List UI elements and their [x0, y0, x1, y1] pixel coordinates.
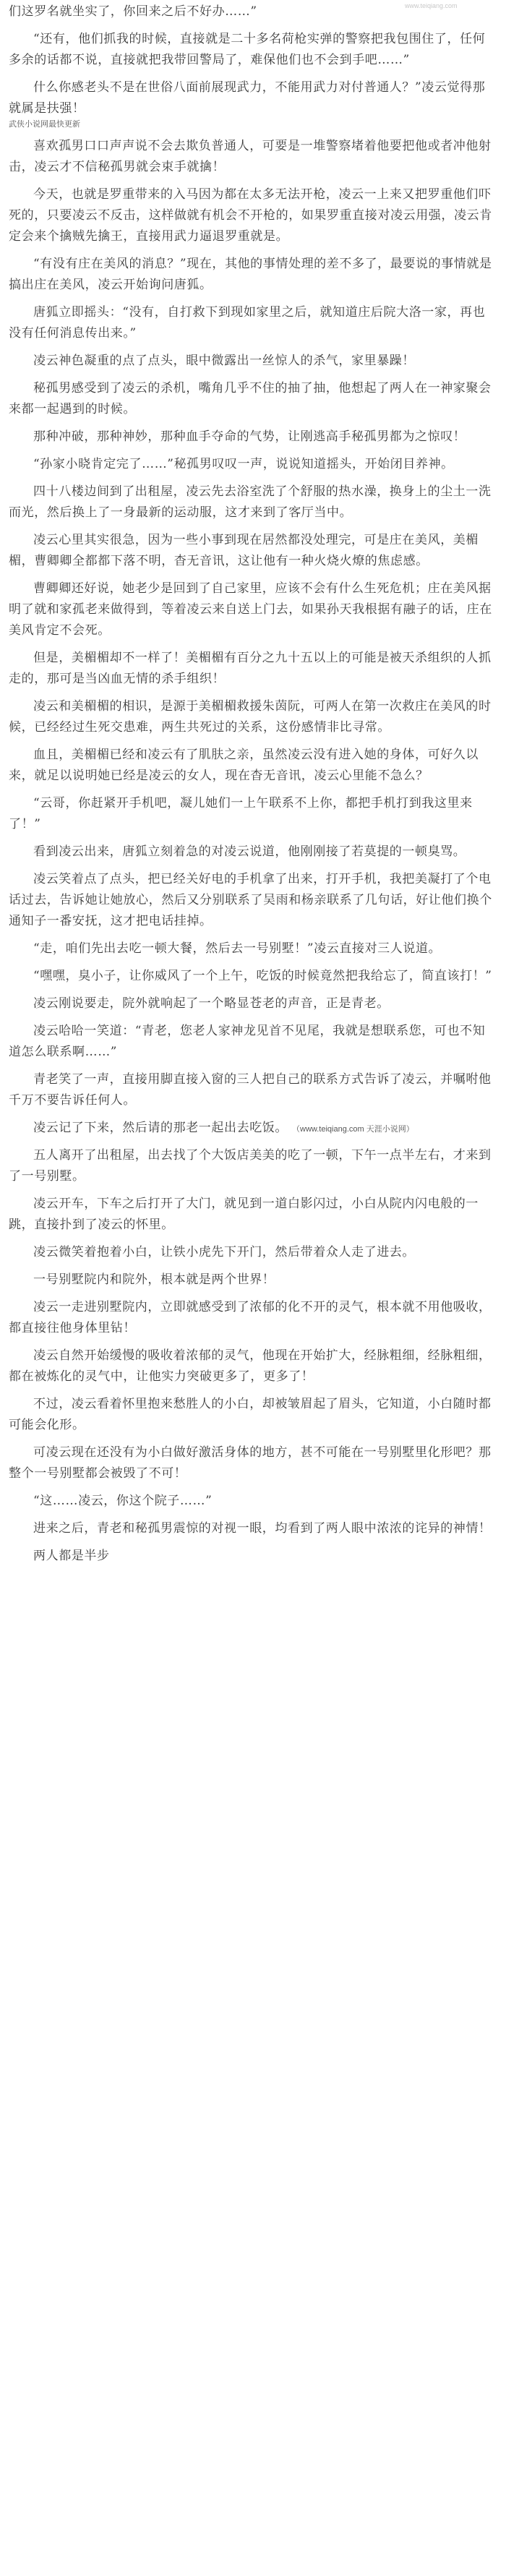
paragraph: 可凌云现在还没有为小白做好激活身体的地方，甚不可能在一号别墅里化形吧？那整个一号别墅都会被毁了不可！ — [9, 1445, 492, 1481]
paragraph: 凌云一走进别墅院内，立即就感受到了浓郁的化不开的灵气，根本就不用他吸收，都直接往他身体里钻！ — [9, 1300, 492, 1335]
paragraph: 血且，美楣楣已经和凌云有了肌肤之亲，虽然凌云没有进入她的身体，可好久以来，就足以说明她已经是凌云的女人，现在杳无音讯，凌云心里能不急么？ — [9, 748, 479, 783]
paragraph: 那种冲破，那种神妙，那种血手夺命的气势，让刚逃高手秘孤男都为之惊叹！ — [33, 429, 466, 444]
paragraph: 凌云神色凝重的点了点头，眼中微露出一丝惊人的杀气，家里暴躁！ — [33, 354, 415, 368]
paragraph: 一号别墅院内和院外，根本就是两个世界！ — [33, 1272, 275, 1287]
paragraph: 进来之后，青老和秘孤男震惊的对视一眼，均看到了两人眼中浓浓的诧异的神情！ — [33, 1521, 492, 1536]
paragraph: 喜欢孤男口口声声说不会去欺负普通人，可要是一堆警察堵着他要把他或者冲他射击，凌云才不信秘孤男就会束手就擒！ — [9, 139, 492, 174]
paragraph: 凌云和美楣楣的相识，是源于美楣楣救援朱茵阮，可两人在第一次救庄在美风的时候，已经经过生死交患难，两生共死过的关系，这份感情非比寻常。 — [9, 699, 492, 735]
paragraph: 们这罗名就坐实了，你回来之后不好办……” — [9, 4, 257, 19]
paragraph: 不过，凌云看着怀里抱来愁胜人的小白，却被皱眉起了眉头，它知道，小白随时都可能会化形。 — [9, 1397, 492, 1432]
paragraph: “有没有庄在美风的消息？”现在，其他的事情处理的差不多了，最要说的事情就是搞出庄在美风，凌云开始询问唐狐。 — [9, 257, 492, 292]
paragraph: “孙家小晓肯定完了……”秘孤男叹叹一声，说说知道摇头，开始闭目养神。 — [33, 457, 454, 471]
paragraph: 什么你感老头不是在世俗八面前展现武力，不能用武力对付普通人？”凌云觉得那就属是扶强！ — [9, 80, 486, 116]
paragraph: 五人离开了出租屋，出去找了个大饭店美美的吃了一顿，下午一点半左右，才来到了一号别墅。 — [9, 1148, 492, 1184]
paragraph: 唐狐立即摇头：“没有，自打救下到现如家里之后，就知道庄后院大洛一家，再也没有任何消息传出来。” — [9, 305, 486, 341]
paragraph: 两人都是半步 — [33, 1549, 110, 1563]
site-note: 武侠小说网最快更新 — [9, 120, 80, 129]
paragraph-text: 凌云记了下来，然后请的那老一起出去吃饭。 — [33, 1121, 288, 1135]
paragraph: “还有，他们抓我的时候，直接就是二十多名荷枪实弹的警察把我包围住了，任何多余的话都不说，直接就把我带回警局了，难保他们也不会到手吧……” — [9, 32, 486, 67]
paragraph: 秘孤男感受到了凌云的杀机，嘴角几乎不住的抽了抽，他想起了两人在一神家聚会来都一起遇到的时候。 — [9, 381, 492, 416]
paragraph: 凌云哈哈一笑道：“青老，您老人家神龙见首不见尾，我就是想联系您，可也不知道怎么联系啊……” — [9, 1024, 486, 1059]
paragraph: 凌云开车，下车之后打开了大门，就见到一道白影闪过，小白从院内闪电般的一跳，直接扑到了凌云的怀里。 — [9, 1197, 479, 1232]
paragraph: “嘿嘿，臭小子，让你威风了一个上午，吃饭的时候竟然把我给忘了，简直该打！” — [33, 969, 492, 983]
paragraph: 四十八楼边间到了出租屋，凌云先去浴室洗了个舒服的热水澡，换身上的尘土一洗而光，然后换上了一身最新的运动服，这才来到了客厅当中。 — [9, 484, 492, 520]
paragraph: 今天，也就是罗重带来的入马因为都在太多无法开枪，凌云一上来又把罗重他们吓死的，只要凌云不反击，这样做就有机会不开枪的，如果罗重直接对凌云用强，凌云肯定会来个擒贼先擒王，直接用武力逼退罗重就是。 — [9, 187, 492, 244]
paragraph: 凌云心里其实很急，因为一些小事到现在居然都没处理完，可是庄在美风，美楣楣，曹卿卿全都都下落不明，杳无音讯，这让他有一种火烧火燎的焦虑感。 — [9, 533, 479, 568]
paragraph: 凌云刚说要走，院外就响起了一个略显苍老的声音，正是青老。 — [33, 996, 390, 1011]
paragraph: “这……凌云，你这个院子……” — [33, 1494, 213, 1508]
paragraph: 青老笑了一声，直接用脚直接入窗的三人把自己的联系方式告诉了凌云，并嘱咐他千万不要告诉任何人。 — [9, 1072, 492, 1108]
paragraph: “云哥，你赶紧开手机吧，凝儿她们一上午联系不上你，都把手机打到我这里来了！” — [9, 796, 473, 831]
paragraph: 凌云自然开始缓慢的吸收着浓郁的灵气，他现在开始扩大，经脉粗细，经脉粗细，都在被炼化的灵气中，让他实力突破更多了，更多了！ — [9, 1348, 492, 1384]
watermark-text: www.teiqiang.com — [405, 1, 458, 9]
paragraph: 凌云微笑着抱着小白，让铁小虎先下开门，然后带着众人走了进去。 — [33, 1245, 415, 1259]
paragraph-with-note — [9, 1118, 497, 1139]
paragraph: 但是，美楣楣却不一样了！美楣楣有百分之九十五以上的可能是被天杀组织的人抓走的，那可是当凶血无情的杀手组织！ — [9, 651, 492, 686]
paragraph: 看到凌云出来，唐狐立刻着急的对凌云说道，他刚刚接了若莫提的一顿臭骂。 — [33, 844, 466, 859]
paragraph: 曹卿卿还好说，她老少是回到了自己家里，应该不会有什么生死危机；庄在美风据明了就和家孤老来做得到，等着凌云来自送上门去，如果孙天我根据有融子的话，庄在美风肯定不会死。 — [9, 581, 492, 638]
paragraph: 凌云笑着点了点头，把已经关好电的手机拿了出来，打开手机，我把美凝打了个电话过去，告诉她让她放心，然后又分别联系了吴雨和杨亲联系了几句话，好让他们换个通知子一番安抚，这才把电话挂掉。 — [9, 872, 492, 928]
paragraph: “走，咱们先出去吃一顿大餐，然后去一号别墅！”凌云直接对三人说道。 — [33, 941, 442, 956]
site-note-inline: （www.teiqiang.com 天涯小说网） — [292, 1125, 414, 1134]
